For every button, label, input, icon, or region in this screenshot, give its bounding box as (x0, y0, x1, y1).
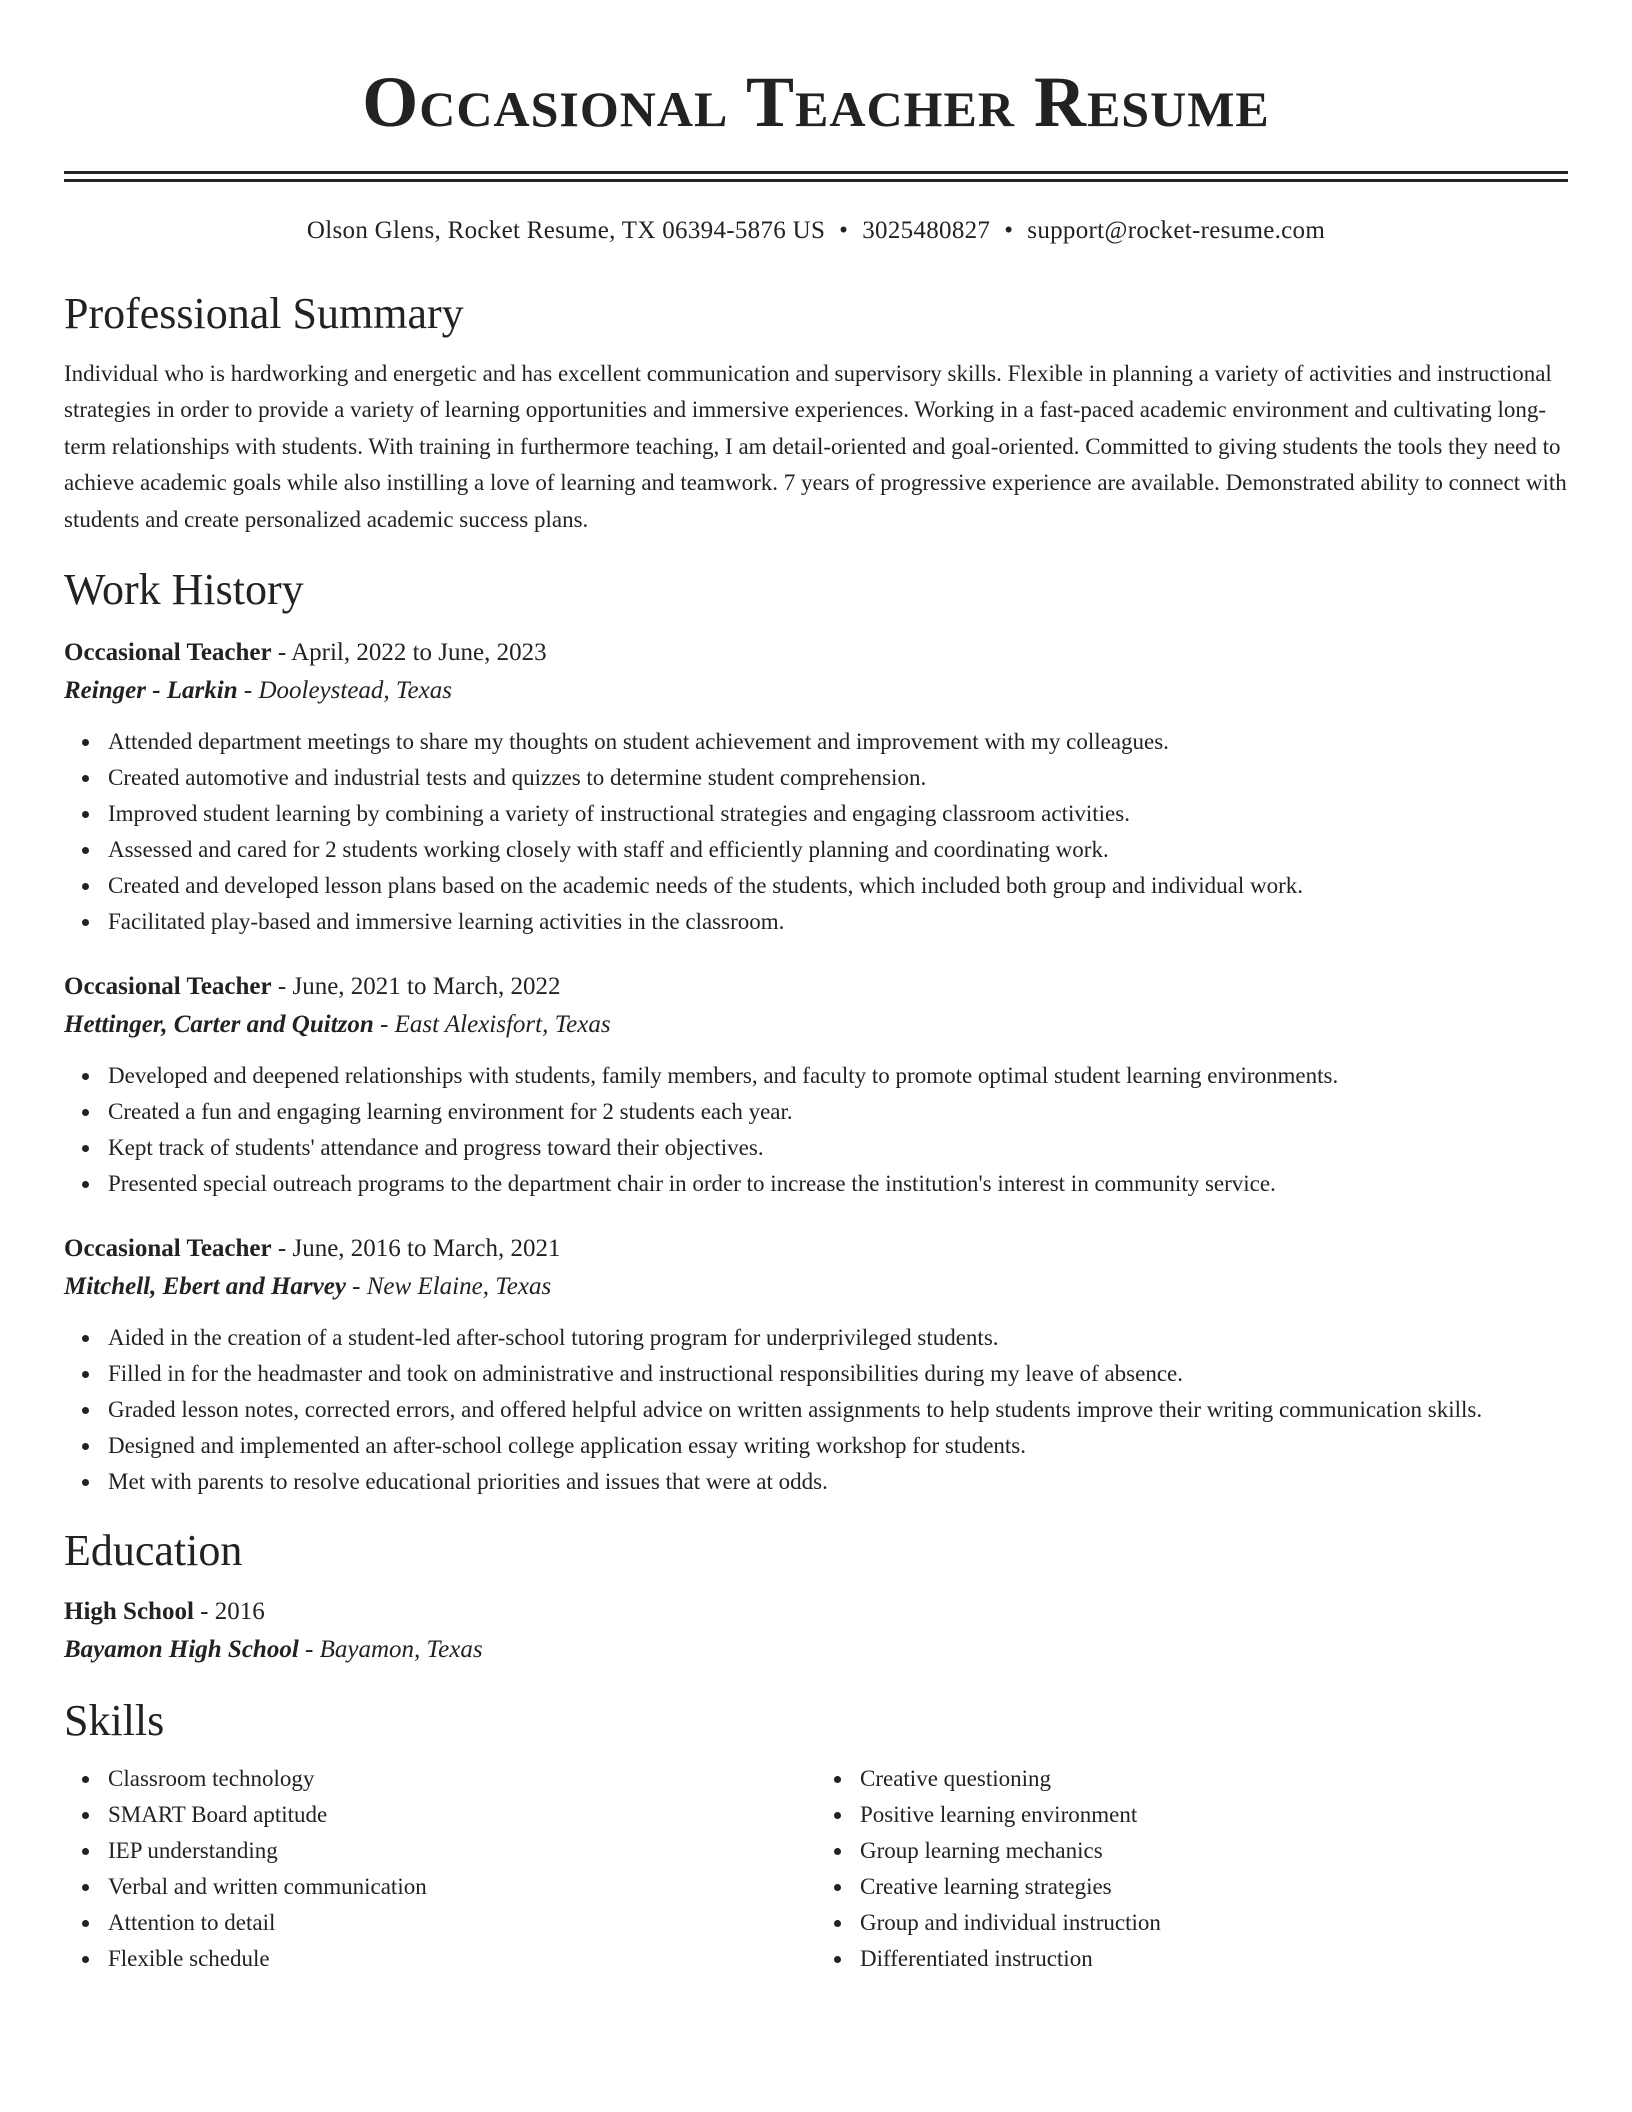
job-company-line (64, 672, 1568, 710)
job-title: Occasional Teacher (64, 639, 272, 667)
job-location: - New Elaine, Texas (345, 1273, 552, 1301)
education-degree-line (64, 1593, 1568, 1631)
list-item: Assessed and cared for 2 students working closely with staff and efficiently planning and coordinating work. (108, 832, 1568, 868)
skill-item: Creative questioning (860, 1761, 1568, 1797)
list-item: Graded lesson notes, corrected errors, and offered helpful advice on written assignments to help students improve their writing communication skills. (108, 1392, 1568, 1428)
education-school-line (64, 1631, 1568, 1669)
list-item: Facilitated play-based and immersive learning activities in the classroom. (108, 904, 1568, 940)
list-item: Created automotive and industrial tests and quizzes to determine student comprehension. (108, 760, 1568, 796)
education-location: - Bayamon, Texas (298, 1636, 483, 1664)
job-title-line (64, 968, 1568, 1006)
list-item: Kept track of students' attendance and progress toward their objectives. (108, 1130, 1568, 1166)
job-company-line (64, 1268, 1568, 1306)
contact-address: Olson Glens, Rocket Resume, TX 06394-5876 US (306, 217, 826, 244)
job-entry (64, 634, 1568, 940)
list-item: Designed and implemented an after-school college application essay writing workshop for students. (108, 1428, 1568, 1464)
skill-item: Positive learning environment (860, 1797, 1568, 1833)
contact-line (64, 216, 1568, 246)
resume-title: Occasional Teacher Resume (362, 62, 1270, 142)
job-title-line (64, 634, 1568, 672)
skills-list-right (816, 1761, 1568, 1977)
resume-page (64, 0, 1568, 1977)
contact-separator: • (1004, 217, 1014, 244)
contact-separator: • (839, 217, 849, 244)
list-item: Developed and deepened relationships with students, family members, and faculty to promote optimal student learning environments. (108, 1058, 1568, 1094)
list-item: Met with parents to resolve educational priorities and issues that were at odds. (108, 1464, 1568, 1500)
job-dates: - April, 2022 to June, 2023 (271, 639, 547, 667)
skill-item: Classroom technology (108, 1761, 816, 1797)
contact-phone: 3025480827 (862, 217, 991, 244)
job-duties-list (64, 1320, 1568, 1500)
skill-item: Differentiated instruction (860, 1941, 1568, 1977)
job-duties-list (64, 724, 1568, 940)
skill-item: SMART Board aptitude (108, 1797, 816, 1833)
job-company: Reinger - Larkin (64, 677, 238, 705)
skill-item: IEP understanding (108, 1833, 816, 1869)
job-company: Hettinger, Carter and Quitzon (64, 1011, 374, 1039)
list-item: Presented special outreach programs to the department chair in order to increase the institution's interest in community service. (108, 1166, 1568, 1202)
job-dates: - June, 2021 to March, 2022 (271, 973, 561, 1001)
skill-item: Creative learning strategies (860, 1869, 1568, 1905)
education-heading: Education (64, 1526, 243, 1576)
skills-columns (64, 1761, 1568, 1977)
summary-heading: Professional Summary (64, 289, 464, 338)
list-item: Improved student learning by combining a variety of instructional strategies and engaging classroom activities. (108, 796, 1568, 832)
job-entry (64, 1230, 1568, 1500)
skills-heading: Skills (64, 1696, 165, 1746)
education-entry (64, 1593, 1568, 1669)
job-duties-list (64, 1058, 1568, 1202)
list-item: Created a fun and engaging learning environment for 2 students each year. (108, 1094, 1568, 1130)
education-year: - 2016 (193, 1598, 265, 1626)
job-title: Occasional Teacher (64, 973, 272, 1001)
job-dates: - June, 2016 to March, 2021 (271, 1235, 561, 1263)
education-school: Bayamon High School (64, 1636, 299, 1664)
education-degree: High School (64, 1598, 194, 1626)
contact-email: support@rocket-resume.com (1027, 217, 1326, 244)
skill-item: Flexible schedule (108, 1941, 816, 1977)
skill-item: Attention to detail (108, 1905, 816, 1941)
job-location: - East Alexisfort, Texas (373, 1011, 611, 1039)
job-company-line (64, 1006, 1568, 1044)
list-item: Filled in for the headmaster and took on administrative and instructional responsibilities during my leave of absence. (108, 1356, 1568, 1392)
title-divider-top (64, 171, 1568, 174)
job-title: Occasional Teacher (64, 1235, 272, 1263)
list-item: Attended department meetings to share my thoughts on student achievement and improvement with my colleagues. (108, 724, 1568, 760)
job-title-line (64, 1230, 1568, 1268)
job-entry (64, 968, 1568, 1202)
skill-item: Group and individual instruction (860, 1905, 1568, 1941)
title-divider-bottom (64, 179, 1568, 182)
skill-item: Group learning mechanics (860, 1833, 1568, 1869)
job-location: - Dooleystead, Texas (237, 677, 452, 705)
work-history-heading: Work History (64, 565, 304, 615)
skill-item: Verbal and written communication (108, 1869, 816, 1905)
skills-list-left (64, 1761, 816, 1977)
list-item: Aided in the creation of a student-led after-school tutoring program for underprivileged students. (108, 1320, 1568, 1356)
job-company: Mitchell, Ebert and Harvey (64, 1273, 346, 1301)
summary-text: Individual who is hardworking and energetic and has excellent communication and supervisory skills. Flexible in planning a variety of activities and instructional strategies in order to provide a variety of learning opportunities and immersive experiences. Working in a fast-paced academic environment and cultivating long-term relationships with students. With training in furthermore teaching, I am detail-oriented and goal-oriented. Committed to giving students the tools they need to achieve academic goals while also instilling a love of learning and teamwork. 7 years of progressive experience are available. Demonstrated ability to connect with students and create personalized academic success plans. (64, 361, 1567, 532)
list-item: Created and developed lesson plans based on the academic needs of the students, which included both group and individual work. (108, 868, 1568, 904)
